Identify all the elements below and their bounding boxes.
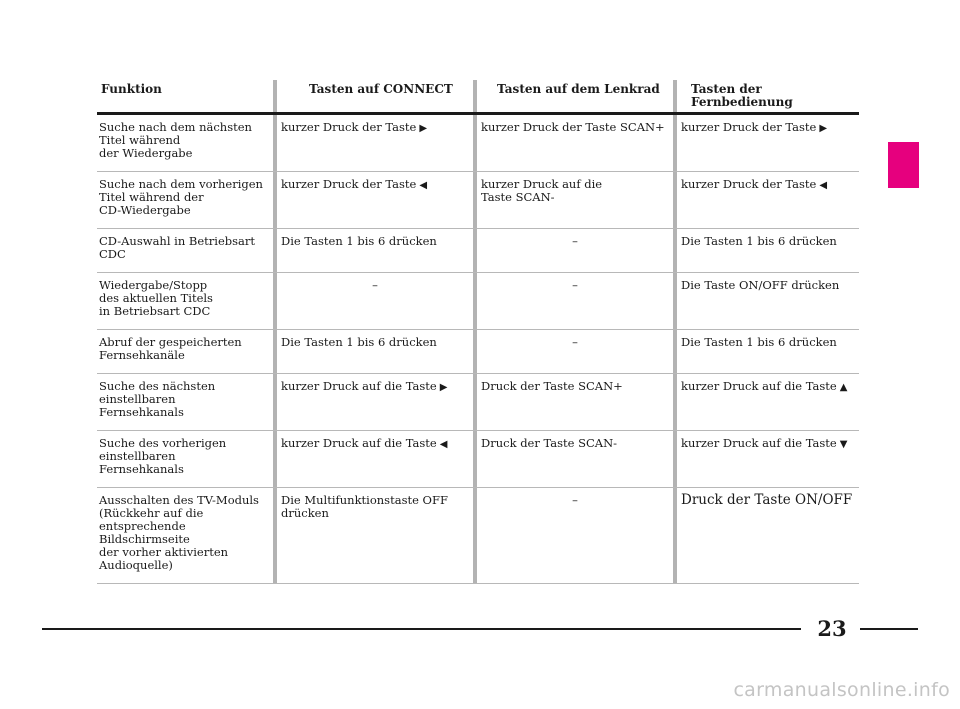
table-row	[97, 172, 859, 229]
cell-fernbedienung-text: kurzer Druck auf die Taste	[681, 436, 837, 450]
play-right-icon: ▶	[419, 123, 428, 134]
cell-lenkrad: –	[572, 493, 578, 507]
cell-connect	[277, 172, 473, 228]
cell-lenkrad: –	[572, 335, 578, 349]
cell-fernbedienung: Druck der Taste ON/OFF	[681, 492, 853, 508]
cell-fernbedienung: Die Taste ON/OFF drücken	[681, 278, 840, 292]
table-header	[97, 80, 859, 115]
play-left-icon: ◀	[419, 180, 428, 191]
header-fernbedienung: Tasten der Fernbedienung	[691, 82, 793, 109]
header-connect: Tasten auf CONNECT	[309, 82, 453, 96]
play-left-icon: ◀	[439, 439, 448, 450]
cell-connect	[277, 431, 473, 487]
play-right-icon: ▶	[439, 382, 448, 393]
table-row	[97, 374, 859, 431]
cell-funktion: Abruf der gespeicherten Fernsehkanäle	[99, 335, 242, 362]
cell-connect-text: kurzer Druck auf die Taste	[281, 436, 437, 450]
cell-connect-text: kurzer Druck der Taste	[281, 177, 417, 191]
play-right-icon: ▶	[819, 123, 828, 134]
cell-lenkrad: kurzer Druck der Taste SCAN+	[481, 120, 665, 134]
cell-lenkrad: Druck der Taste SCAN+	[481, 379, 623, 393]
cell-funktion: Suche des vorherigen einstellbaren Fernsehkanals	[99, 436, 227, 476]
footer-rule-right	[860, 628, 918, 630]
cell-fernbedienung-text: kurzer Druck auf die Taste	[681, 379, 837, 393]
cell-funktion: Suche des nächsten einstellbaren Fernsehkanals	[99, 379, 216, 419]
page-number: 23	[817, 616, 847, 641]
table-row	[97, 431, 859, 488]
cell-connect	[277, 374, 473, 430]
cell-connect-text: kurzer Druck der Taste	[281, 120, 417, 134]
table-row	[97, 115, 859, 172]
cell-fernbedienung-text: kurzer Druck der Taste	[681, 120, 817, 134]
footer-rule-left	[42, 628, 801, 630]
header-funktion: Funktion	[101, 82, 162, 96]
cell-connect: Die Tasten 1 bis 6 drücken	[281, 335, 437, 349]
cell-fernbedienung: Die Tasten 1 bis 6 drücken	[681, 335, 837, 349]
cell-funktion: Ausschalten des TV-Moduls (Rückkehr auf die entsprechende Bildschirmseite der vorher aktivierten Audioquelle)	[99, 493, 259, 572]
section-tab-marker	[888, 142, 919, 188]
cell-connect-text: kurzer Druck auf die Taste	[281, 379, 437, 393]
watermark: carmanualsonline.info	[733, 679, 950, 701]
cell-fernbedienung: Die Tasten 1 bis 6 drücken	[681, 234, 837, 248]
cell-fernbedienung	[677, 374, 859, 430]
cell-connect	[277, 115, 473, 171]
cell-connect: Die Tasten 1 bis 6 drücken	[281, 234, 437, 248]
cell-lenkrad: –	[572, 278, 578, 292]
cell-lenkrad: –	[572, 234, 578, 248]
cell-funktion: Suche nach dem nächsten Titel während der Wiedergabe	[99, 120, 252, 160]
cell-fernbedienung-text: kurzer Druck der Taste	[681, 177, 817, 191]
cell-funktion: Suche nach dem vorherigen Titel während der CD-Wiedergabe	[99, 177, 263, 217]
cell-lenkrad: kurzer Druck auf die Taste SCAN-	[481, 177, 603, 204]
function-table	[97, 80, 859, 584]
table-row	[97, 229, 859, 273]
arrow-up-icon: ▲	[839, 382, 848, 393]
arrow-down-icon: ▼	[839, 439, 848, 450]
cell-connect: –	[372, 278, 378, 292]
play-left-icon: ◀	[819, 180, 828, 191]
header-lenkrad: Tasten auf dem Lenkrad	[497, 82, 660, 96]
table-row	[97, 488, 859, 584]
cell-fernbedienung	[677, 115, 859, 171]
cell-fernbedienung	[677, 431, 859, 487]
cell-funktion: Wiedergabe/Stopp des aktuellen Titels in Betriebsart CDC	[99, 278, 213, 318]
cell-funktion: CD-Auswahl in Betriebsart CDC	[99, 234, 256, 261]
cell-lenkrad: Druck der Taste SCAN-	[481, 436, 618, 450]
cell-fernbedienung	[677, 172, 859, 228]
table-row	[97, 273, 859, 330]
cell-connect: Die Multifunktionstaste OFF drücken	[281, 493, 448, 520]
table-row	[97, 330, 859, 374]
